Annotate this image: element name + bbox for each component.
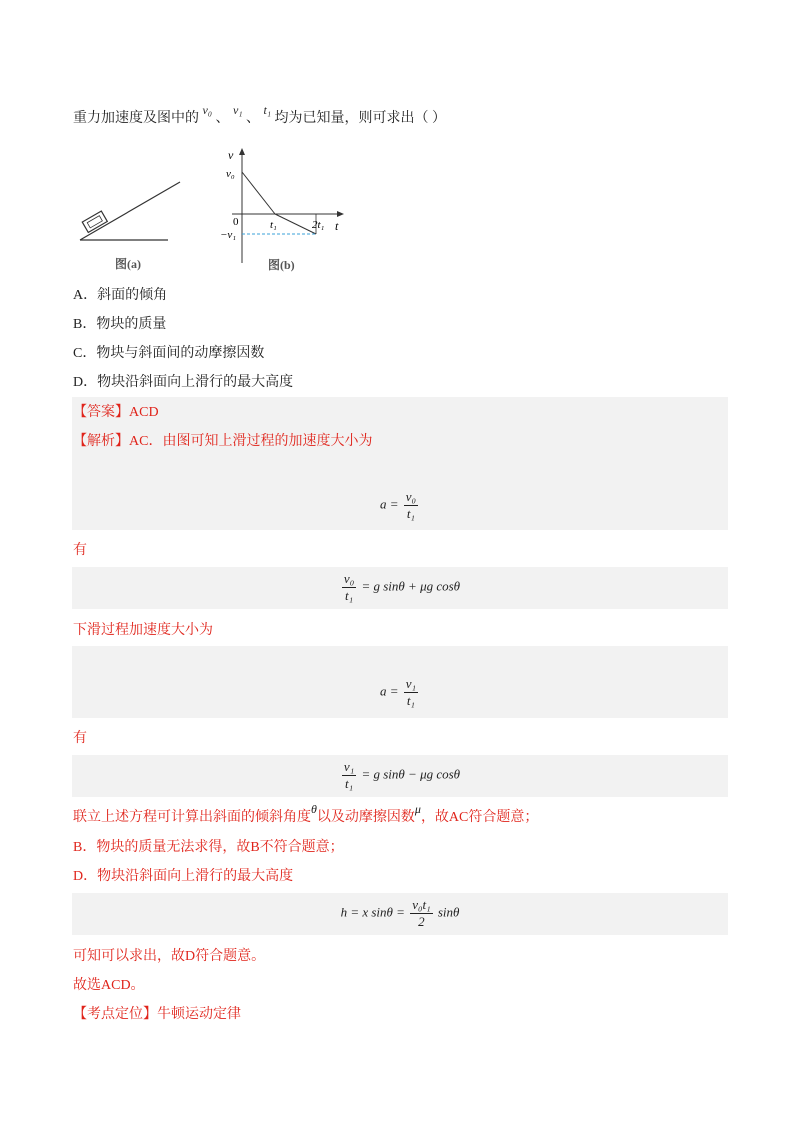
stem-var-v0: v₀ xyxy=(202,103,212,117)
conclusion-p1: 联立上述方程可计算出斜面的倾斜角度 xyxy=(73,810,311,825)
figure-b xyxy=(220,145,360,280)
eq4-numerator: v₁ xyxy=(343,759,355,774)
stem-var-t1: t₁ xyxy=(263,103,272,117)
equation-5 xyxy=(72,897,728,930)
eq5-numerator: v₀t₁ xyxy=(412,897,431,912)
option-a: A．斜面的倾角 xyxy=(73,288,168,303)
stem-var-v1: v₁ xyxy=(233,103,243,117)
velocity-line-down xyxy=(275,214,316,234)
eq3-fraction xyxy=(404,676,418,709)
equation-3-block xyxy=(72,646,728,718)
figure-a-caption: 图(a) xyxy=(115,257,141,271)
option-b: B．物块的质量 xyxy=(73,317,167,332)
eq2-numerator: v₀ xyxy=(343,571,355,586)
analysis-b: B．物块的质量无法求得，故B不符合题意； xyxy=(73,840,344,855)
eq5-rhs: sinθ xyxy=(437,904,460,920)
v-axis-label: v xyxy=(228,148,234,162)
text-you-1: 有 xyxy=(73,543,87,558)
stem-sep1: 、 xyxy=(215,111,230,126)
t-axis-arrow-icon xyxy=(337,211,344,217)
v-axis-arrow-icon xyxy=(239,148,245,155)
text-you-2: 有 xyxy=(73,731,87,746)
eq1-lhs: a = xyxy=(379,496,399,512)
stem-suffix: 均为已知量，则可求出（ ） xyxy=(274,111,447,126)
text-down-accel: 下滑过程加速度大小为 xyxy=(73,623,213,638)
conclusion-p3: ，故AC符合题意； xyxy=(420,810,539,825)
v0-label: v₀ xyxy=(226,168,235,180)
equation-2-block xyxy=(72,567,728,609)
equation-4-block xyxy=(72,755,728,797)
answer-analysis-block xyxy=(72,397,728,530)
2t1-label: 2t₁ xyxy=(312,219,325,231)
eq4-rhs: = g sinθ − μg cosθ xyxy=(361,766,461,782)
option-d: D．物块沿斜面向上滑行的最大高度 xyxy=(73,375,294,390)
equation-2 xyxy=(72,571,728,604)
eq1-numerator: v₀ xyxy=(405,489,417,504)
eq1-denominator: t₁ xyxy=(406,506,415,521)
analysis-d: D．物块沿斜面向上滑行的最大高度 xyxy=(73,869,294,884)
conclusion-line xyxy=(73,802,539,828)
equation-5-block xyxy=(72,893,728,935)
eq2-denominator: t₁ xyxy=(345,588,354,603)
eq2-rhs: = g sinθ + μg cosθ xyxy=(361,578,461,594)
stem-prefix: 重力加速度及图中的 xyxy=(73,111,199,126)
stem-sep2: 、 xyxy=(246,111,260,126)
incline-slope-line xyxy=(80,182,180,240)
eq4-denominator: t₁ xyxy=(345,776,354,791)
eq5-denominator: 2 xyxy=(418,914,425,929)
neg-v1-label: −v₁ xyxy=(220,229,237,241)
eq3-denominator: t₁ xyxy=(406,693,415,708)
figure-b-caption: 图(b) xyxy=(268,258,295,272)
analysis-intro: 【解析】AC．由图可知上滑过程的加速度大小为 xyxy=(73,434,373,449)
conclusion-theta: θ xyxy=(311,802,317,816)
analysis-d-end: 可知可以求出，故D符合题意。 xyxy=(73,949,266,964)
eq3-lhs: a = xyxy=(379,683,399,699)
option-c: C．物块与斜面间的动摩擦因数 xyxy=(73,346,265,361)
conclusion-mu: μ xyxy=(414,802,421,816)
equation-1 xyxy=(72,489,728,522)
eq5-fraction xyxy=(410,897,432,930)
t1-label: t₁ xyxy=(270,219,277,231)
knowledge-point: 【考点定位】牛顿运动定律 xyxy=(73,1007,241,1022)
origin-label: 0 xyxy=(233,216,239,228)
answer-line: 【答案】ACD xyxy=(73,405,159,420)
eq4-fraction xyxy=(342,759,356,792)
block-on-incline xyxy=(82,211,107,232)
question-stem xyxy=(73,103,447,129)
conclusion-p2: 以及动摩擦因数 xyxy=(316,810,415,825)
t-axis-label: t xyxy=(335,219,339,233)
velocity-line-up xyxy=(242,172,275,214)
eq2-fraction xyxy=(342,571,356,604)
eq3-numerator: v₁ xyxy=(405,676,417,691)
equation-3 xyxy=(72,676,728,709)
eq5-lhs: h = x sinθ = xyxy=(340,904,405,920)
equation-4 xyxy=(72,759,728,792)
eq1-fraction xyxy=(404,489,418,522)
figure-a xyxy=(70,170,190,280)
final-choice: 故选ACD。 xyxy=(73,978,145,993)
